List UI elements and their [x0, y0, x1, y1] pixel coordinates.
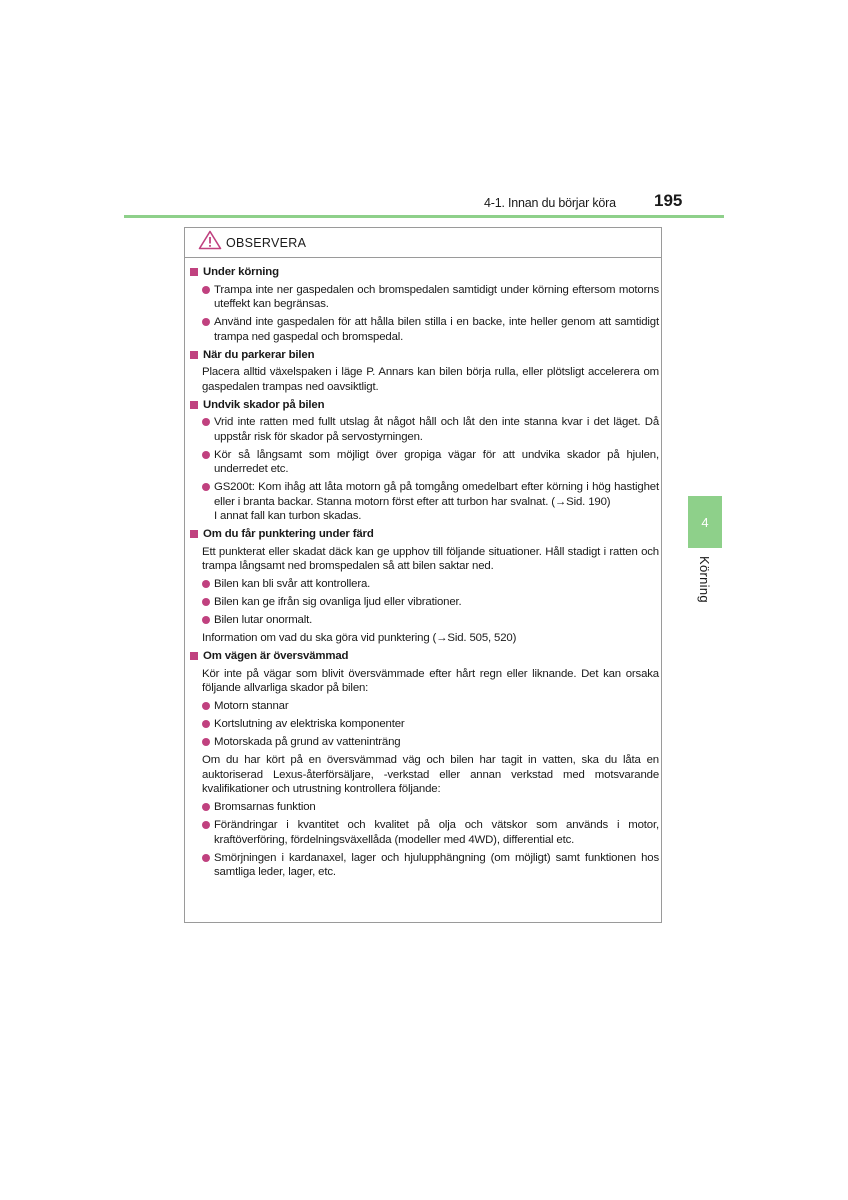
round-bullet-icon	[202, 738, 210, 746]
round-bullet-icon	[202, 720, 210, 728]
bullet-item	[202, 613, 659, 628]
chapter-label: Körning	[697, 556, 712, 603]
bullet-text: Använd inte gaspedalen för att hålla bilen stilla i en backe, inte heller genom att samtidigt trampa ned gaspedal och bromspedal.	[214, 316, 659, 343]
section-heading-text: Under körning	[203, 266, 279, 278]
paragraph: Ett punkterat eller skadat däck kan ge upphov till följande situationer. Håll stadigt i ratten och trampa långsamt ned bromspedalen så att bilen saktar ned.	[202, 545, 659, 572]
round-bullet-icon	[202, 803, 210, 811]
bullet-text: Kör så långsamt som möjligt över gropiga vägar för att undvika skador på hjulen, underredet etc.	[214, 448, 659, 475]
bullet-item	[202, 415, 659, 444]
round-bullet-icon	[202, 702, 210, 710]
bullet-text: Förändringar i kvantitet och kvalitet på olja och vätskor som används i motor, kraftöverföring, fördelningsväxellåda (modeller med 4WD), differential etc.	[214, 819, 659, 846]
paragraph: Om du har kört på en översvämmad väg och bilen har tagit in vatten, ska du låta en auktoriserad Lexus-återförsäljare, -verkstad eller annan verkstad med motsvarande kvalifikationer och utrustning kontrollera följande:	[202, 754, 659, 795]
section-heading-text: När du parkerar bilen	[203, 348, 315, 361]
bullet-item	[202, 595, 659, 610]
bullet-item	[202, 800, 659, 815]
round-bullet-icon	[202, 286, 210, 294]
caution-section	[189, 649, 659, 880]
bullet-item	[202, 283, 659, 312]
bullet-text: Vrid inte ratten med fullt utslag åt något håll och låt den inte stanna kvar i det läget. Då uppstår risk för skador på servostyrningen.	[214, 416, 659, 443]
round-bullet-icon	[202, 318, 210, 326]
section-title: 4-1. Innan du börjar köra	[484, 196, 616, 210]
bullet-text: Kortslutning av elektriska komponenter	[214, 718, 405, 730]
square-bullet-icon	[190, 530, 198, 538]
section-heading-text: Undvik skador på bilen	[203, 398, 325, 411]
caution-body	[189, 265, 659, 883]
bullet-item	[202, 315, 659, 344]
caution-section	[189, 527, 659, 646]
section-heading	[189, 527, 659, 542]
bullet-text: GS200t: Kom ihåg att låta motorn gå på tomgång omedelbart efter körning i hög hastighet eller i branta backar. Stanna motorn först efter att turbon har svalnat. (→Sid. 190) I annat fall kan turbon skadas.	[214, 481, 659, 522]
bullet-item	[202, 818, 659, 847]
caution-header	[185, 228, 661, 258]
caution-box	[184, 227, 662, 923]
bullet-text: Bilen lutar onormalt.	[214, 614, 313, 626]
section-heading	[189, 398, 659, 413]
paragraph: Placera alltid växelspaken i läge P. Annars kan bilen börja rulla, eller plötsligt accelerera om gaspedalen trampas ned oavsiktligt.	[202, 366, 659, 393]
page-number: 195	[654, 191, 683, 210]
bullet-item	[202, 735, 659, 750]
square-bullet-icon	[190, 652, 198, 660]
bullet-text: Bilen kan ge ifrån sig ovanliga ljud eller vibrationer.	[214, 596, 462, 608]
paragraph: Information om vad du ska göra vid punktering (→Sid. 505, 520)	[202, 632, 517, 644]
header-rule	[124, 215, 724, 218]
round-bullet-icon	[202, 418, 210, 426]
round-bullet-icon	[202, 598, 210, 606]
round-bullet-icon	[202, 483, 210, 491]
round-bullet-icon	[202, 854, 210, 862]
bullet-item	[202, 448, 659, 477]
square-bullet-icon	[190, 401, 198, 409]
bullet-text: Bilen kan bli svår att kontrollera.	[214, 578, 371, 590]
square-bullet-icon	[190, 351, 198, 359]
bullet-item	[202, 699, 659, 714]
chapter-number: 4	[701, 514, 709, 530]
bullet-item	[202, 577, 659, 592]
section-heading-text: Om vägen är översvämmad	[203, 650, 349, 662]
bullet-item	[202, 480, 659, 524]
section-heading	[189, 649, 659, 664]
round-bullet-icon	[202, 616, 210, 624]
chapter-tab	[688, 496, 722, 548]
paragraph: Kör inte på vägar som blivit översvämmade efter hårt regn eller liknande. Det kan orsaka följande allvarliga skador på bilen:	[202, 667, 659, 694]
round-bullet-icon	[202, 580, 210, 588]
caution-section	[189, 265, 659, 344]
section-heading-text: Om du får punktering under färd	[203, 528, 374, 540]
caution-title: OBSERVERA	[226, 235, 307, 250]
bullet-text: Motorn stannar	[214, 700, 289, 712]
bullet-text: Trampa inte ner gaspedalen och bromspedalen samtidigt under körning eftersom motorns uteffekt kan begränsas.	[214, 283, 659, 310]
bullet-item	[202, 717, 659, 732]
square-bullet-icon	[190, 268, 198, 276]
caution-section	[189, 348, 659, 395]
round-bullet-icon	[202, 451, 210, 459]
round-bullet-icon	[202, 821, 210, 829]
bullet-text: Smörjningen i kardanaxel, lager och hjulupphängning (om möjligt) samt funktionen hos samtliga leder, lager, etc.	[214, 851, 659, 878]
bullet-item	[202, 851, 659, 880]
caution-section	[189, 398, 659, 524]
section-heading	[189, 265, 659, 280]
warning-triangle-icon	[198, 230, 222, 255]
bullet-text: Bromsarnas funktion	[214, 801, 316, 813]
section-heading	[189, 348, 659, 363]
bullet-text: Motorskada på grund av vatteninträng	[214, 736, 401, 748]
